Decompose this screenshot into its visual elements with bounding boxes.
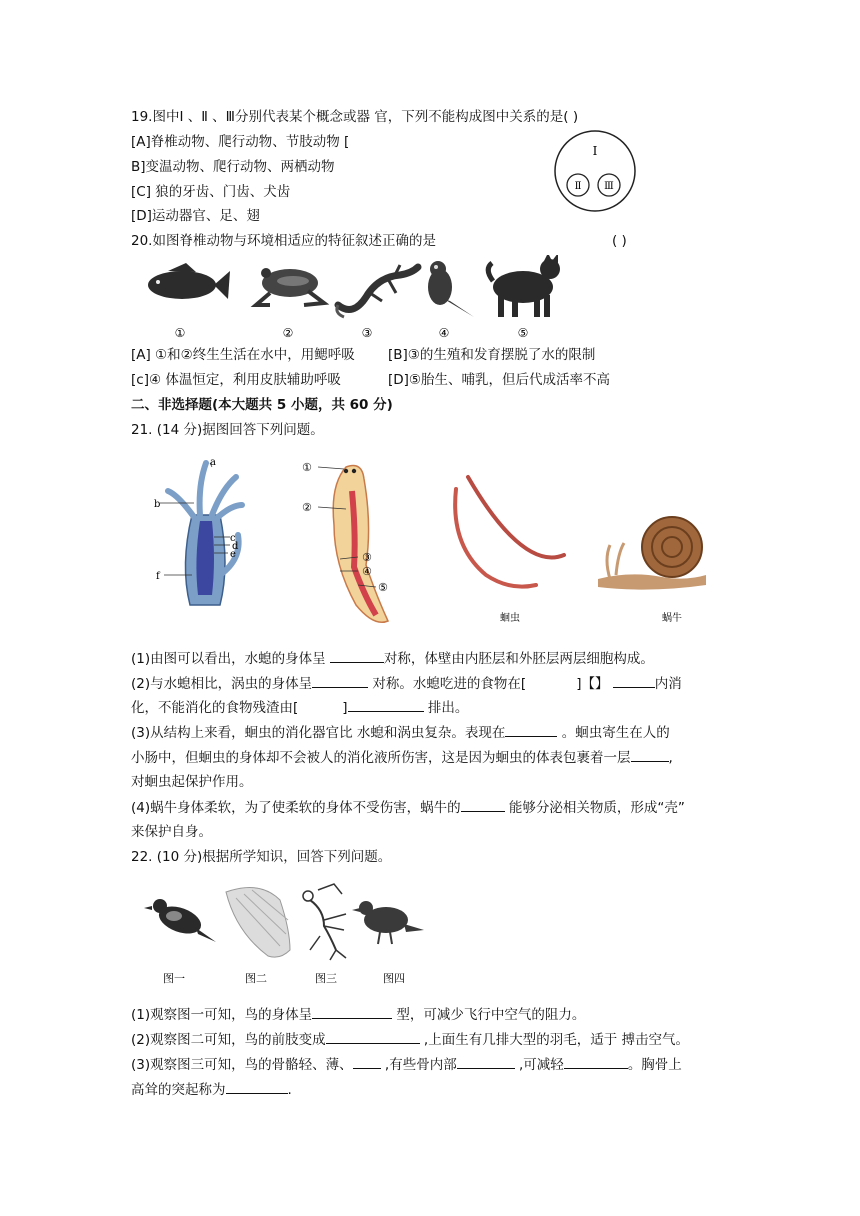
answer-blank[interactable]: [631, 747, 669, 762]
bird-body-image: [144, 899, 216, 942]
q19-option-d: [D]运动器官、足、翅: [131, 208, 260, 224]
fish-image: [148, 263, 230, 299]
bird-skeleton-image: [303, 884, 346, 960]
fig-caption-1: 图一: [163, 972, 185, 985]
flatworm-label-4: ④: [362, 565, 372, 578]
answer-blank[interactable]: [505, 722, 557, 737]
circle-label-right: Ⅲ: [604, 181, 614, 192]
q21-figures: [150, 455, 740, 635]
bird-figures: [140, 880, 430, 988]
snail-caption: 蜗牛: [662, 613, 682, 624]
answer-blank[interactable]: [312, 1004, 392, 1019]
q20-paren: ( ): [612, 233, 627, 249]
circle-label-left: Ⅱ: [574, 181, 582, 192]
fig-label-3: ③: [361, 326, 373, 340]
hydra-label-b: b: [154, 499, 161, 510]
frog-image: [256, 268, 324, 305]
snail-image: [598, 517, 706, 624]
pigeon-image: [352, 901, 424, 944]
q21-part4: (4)蜗牛身体柔软，为了使柔软的身体不受伤害，蜗牛的 能够分泌相关物质，形成“壳”: [131, 797, 685, 818]
answer-blank[interactable]: [353, 1054, 381, 1069]
answer-blank[interactable]: [457, 1054, 515, 1069]
q19-option-a: [A]脊椎动物、爬行动物、节肢动物 [: [131, 134, 350, 150]
q20-stem: 20.如图脊椎动物与环境相适应的特征叙述正确的是: [131, 233, 436, 249]
q21-part3-cont: 小肠中，但蛔虫的身体却不会被人的消化液所伤害，这是因为蛔虫的体表包裹着一层 ,: [131, 747, 673, 768]
answer-blank[interactable]: [312, 673, 368, 688]
flatworm-label-3: ③: [362, 551, 372, 564]
fig-label-2: ②: [282, 326, 294, 340]
q21-part3-end: 对蛔虫起保护作用。: [131, 774, 253, 790]
q21-stem: 21. (14 分)据图回答下列问题。: [131, 422, 324, 438]
parrot-image: [428, 261, 474, 317]
q21-part2-cont: 化，不能消化的食物残渣由[ ] 排出。: [131, 697, 468, 718]
answer-blank[interactable]: [330, 648, 384, 663]
answer-blank[interactable]: [326, 1029, 420, 1044]
q21-part3: (3)从结构上来看，蛔虫的消化器官比 水螅和涡虫复杂。表现在 。蛔虫寄生在人的: [131, 722, 670, 743]
fig-label-5: ⑤: [517, 326, 529, 340]
q19-stem: 19.图中Ⅰ 、Ⅱ 、Ⅲ分别代表某个概念或器 官，下列不能构成图中关系的是( ): [131, 109, 579, 125]
q20-option-a: [A] ①和②终生生活在水中，用鳃呼吸: [131, 347, 355, 363]
answer-blank[interactable]: [613, 673, 655, 688]
fig-caption-3: 图三: [315, 972, 337, 985]
q22-stem: 22. (10 分)根据所学知识，回答下列问题。: [131, 849, 392, 865]
q21-part2: (2)与水螅相比，涡虫的身体呈 对称。水螅吃进的食物在[ ]【】 内消: [131, 673, 682, 694]
roundworm-caption: 蛔虫: [500, 613, 520, 624]
bird-wing-image: [226, 888, 290, 958]
answer-blank[interactable]: [564, 1054, 628, 1069]
q20-option-b: [B]③的生殖和发育摆脱了水的限制: [388, 347, 596, 363]
concept-circle-diagram: [552, 128, 638, 214]
roundworm-image: [455, 477, 564, 624]
q22-part1: (1)观察图一可知，鸟的身体呈 型，可减少飞行中空气的阻力。: [131, 1004, 585, 1025]
q20-option-c: [c]④ 体温恒定，利用皮肤辅助呼吸: [131, 372, 341, 388]
q22-part3-cont: 高耸的突起称为 .: [131, 1079, 292, 1100]
q22-part2: (2)观察图二可知，鸟的前肢变成 ,上面生有几排大型的羽毛，适于 搏击空气。: [131, 1029, 689, 1050]
hydra-label-d: d: [232, 541, 239, 552]
q22-part3: (3)观察图三可知，鸟的骨骼轻、薄、 ,有些骨内部 ,可减轻 。胸骨上: [131, 1054, 682, 1075]
answer-blank[interactable]: [348, 697, 424, 712]
flatworm-label-5: ⑤: [378, 581, 388, 594]
fig-label-4: ④: [438, 326, 450, 340]
q19-option-b: B]变温动物、爬行动物、两栖动物: [131, 159, 335, 175]
flatworm-label-1: ①: [302, 461, 312, 474]
q21-part1: (1)由图可以看出，水螅的身体呈 对称，体壁由内胚层和外胚层两层细胞构成。: [131, 648, 654, 669]
q21-part4-end: 来保护自身。: [131, 824, 212, 840]
hydra-image: [154, 457, 242, 605]
dog-image: [488, 255, 560, 317]
fig-caption-2: 图二: [245, 972, 267, 985]
answer-blank[interactable]: [226, 1079, 288, 1094]
hydra-label-a: a: [210, 457, 216, 468]
q19-option-c: [C] 狼的牙齿、门齿、犬齿: [131, 184, 291, 200]
q20-option-d: [D]⑤胎生、哺乳，但后代成活率不高: [388, 372, 611, 388]
hydra-label-f: f: [156, 571, 160, 582]
circle-label-outer: Ⅰ: [592, 144, 598, 158]
vertebrates-figure: [138, 255, 568, 343]
lizard-image: [337, 265, 418, 317]
section-2-heading: 二、非选择题(本大题共 5 小题，共 60 分): [131, 397, 393, 413]
hydra-label-c: c: [230, 533, 236, 544]
answer-blank[interactable]: [461, 797, 505, 812]
fig-label-1: ①: [174, 326, 186, 340]
flatworm-image: [302, 461, 388, 622]
flatworm-label-2: ②: [302, 501, 312, 514]
hydra-label-e: e: [230, 549, 236, 560]
fig-caption-4: 图四: [383, 972, 405, 985]
